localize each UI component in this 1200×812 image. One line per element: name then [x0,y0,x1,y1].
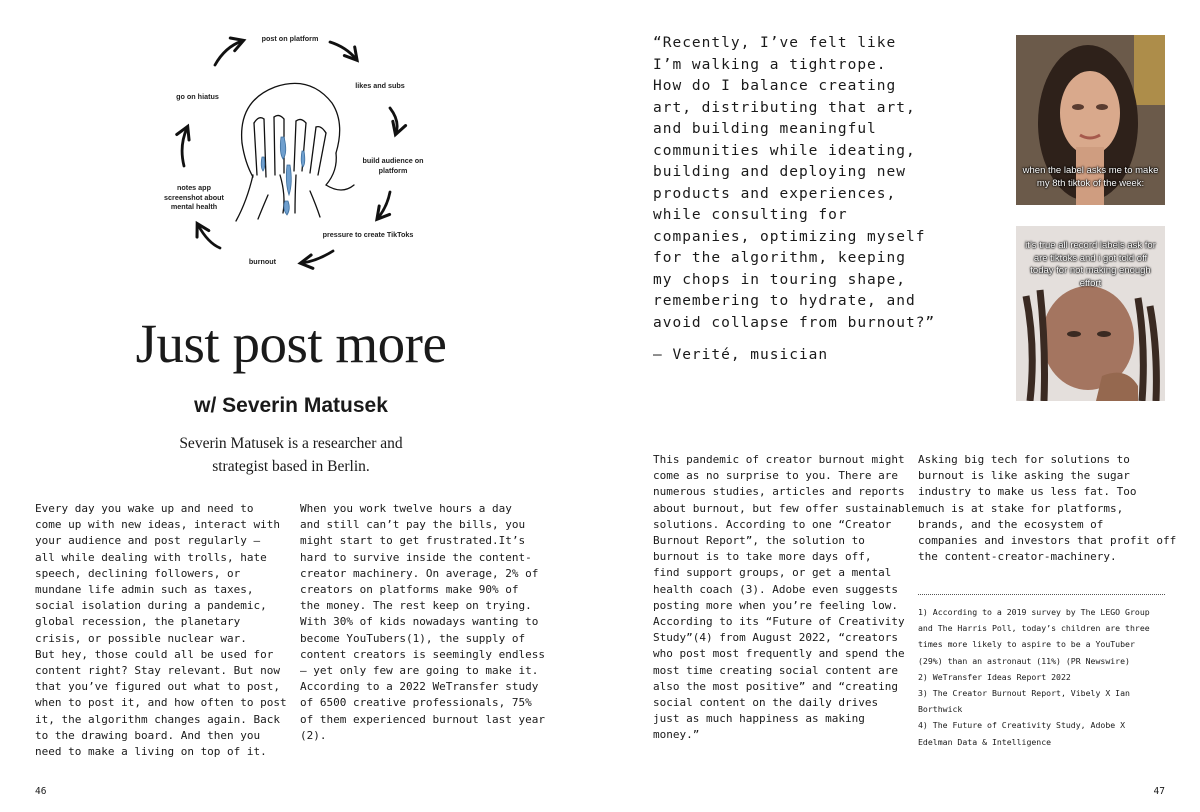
arrow-likes-to-build [390,108,397,133]
cycle-label-pressure: pressure to create TikToks [322,230,414,239]
photo-caption-1: when the label asks me to make my 8th tiktok of the week: [1022,165,1159,189]
photo-caption-2: it’s true all record labels ask for are tiktoks and i got told off today for not making enough effort [1025,240,1156,289]
cycle-illustration [150,25,450,285]
arrow-hiatus-to-post [215,41,242,65]
quote-attribution: — Verité, musician [653,347,829,363]
crying-face-icon [236,83,354,221]
arrow-build-to-pressure [378,192,390,218]
body-column-2: When you work twelve hours a day and still can’t pay the bills, you might start to get frustrated.It’s hard to survive inside the content- creator machinery. On average, 2% of creators on platforms make 90% of the money. The rest keep on trying. With 30% of kids nowadays wanting to become YouTubers(1), the supply of content creators is seemingly endless — yet only few are going to make it. According to a 2022 WeTransfer study of 6500 creative professionals, 75% of them experienced burnout last year (2). [300,502,546,742]
body-column-1: Every day you wake up and need to come up with new ideas, interact with your audience and post regularly — all while dealing with trolls, hate speech, declining followers, or mundane life admin such as taxes, social isolation during a pandemic, global recession, the planetary crisis, or possible nuclear war. But hey, those could all be used for content right? Stay relevant. But now that you’ve figured out what to post, when to post it, and how often to post it, the algorithm changes again. Back to the drawing board. And then you need to make a living on top of it. [35,502,287,759]
arrow-burnout-to-notes [198,225,220,248]
arrow-notes-to-hiatus [182,128,187,166]
page-number-left: 46 [35,786,47,797]
body-column-4: Asking big tech for solutions to burnout is like asking the sugar industry to make us less fat. Too much is at stake for platforms, brands, and the ecosystem of companies and investors that profit off the content-creator-machinery. [918,453,1177,564]
cycle-label-hiatus: go on hiatus [176,92,219,101]
cycle-label-build: build audience on platform [362,156,424,175]
arrow-pressure-to-burnout [302,251,333,263]
footnote-divider [918,594,1165,595]
page-number-right: 47 [1153,786,1165,797]
author-bio: Severin Matusek is a researcher and strategist based in Berlin. [179,435,403,475]
cycle-label-likes: likes and subs [355,81,405,90]
cycle-label-post: post on platform [261,34,319,43]
tiktok-photo-1 [1016,35,1165,205]
arrow-post-to-likes [330,42,356,59]
tiktok-photo-2 [1016,226,1165,401]
burnout-cycle-diagram [150,25,450,285]
pull-quote: “Recently, I’ve felt like I’m walking a tightrope. How do I balance creating art, distributing that art, and building meaningful communities while ideating, building and deploying new products and experiences, while consulting for companies, optimizing myself for the algorithm, keeping my chops in touring shape, remembering to hydrate, and avoid collapse from burnout?” [653,35,936,331]
tear-drops [261,137,305,215]
cycle-label-notes: notes app screenshot about mental health [164,183,224,212]
article-title: Just post more [135,313,447,374]
cycle-label-burnout: burnout [248,257,277,266]
article-subtitle: w/ Severin Matusek [194,394,388,417]
footnotes: 1) According to a 2019 survey by The LEGO Group and The Harris Poll, today’s children are three times more likely to aspire to be a YouTuber (29%) than an astronaut (11%) (PR Newswire) 2) WeTransfer Ideas Report 2022 3) The Creator Burnout Report, Vibely X Ian Borthwick 4) The Future of Creativity Study, Adobe X Edelman Data & Intelligence [918,607,1150,747]
body-column-3: This pandemic of creator burnout might come as no surprise to you. There are numerous studies, articles and reports about burnout, but few offer sustainable solutions. According to one “Creator Burnout Report”, the solution to burnout is to take more days off, find support groups, or get a mental health coach (3). Adobe even suggests posting more when you’re feeling low. According to its “Future of Creativity Study”(4) from August 2022, “creators who post most frequently and spend the most time creating social content are also the most positive” and “creating social content on the daily drives just as much happiness as making money.” [653,453,918,742]
